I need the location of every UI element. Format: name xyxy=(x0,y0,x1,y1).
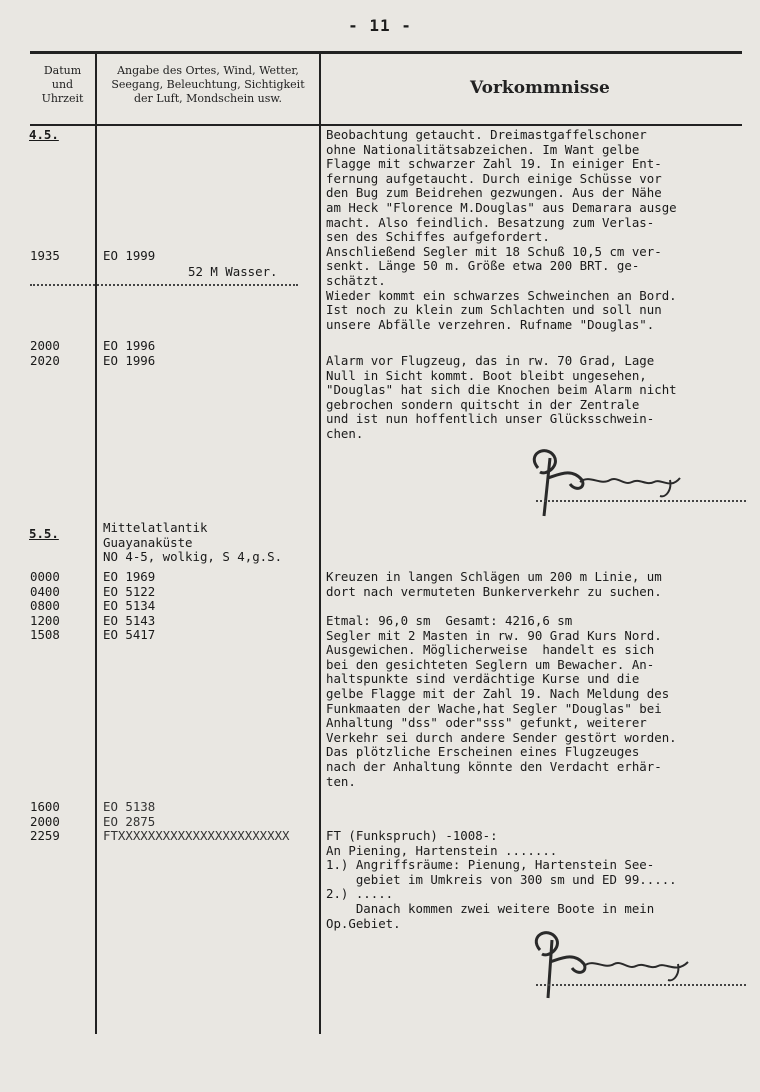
column-divider-1 xyxy=(95,54,97,1034)
positions-2000-2020: EO 1996 EO 1996 xyxy=(103,338,156,368)
signature-1 xyxy=(520,438,700,518)
time-1935: 1935 xyxy=(30,248,60,263)
times-2000-2020: 2000 2020 xyxy=(30,338,60,368)
dotted-separator xyxy=(536,984,746,986)
location-weather-5-5: Mittelatlantik Guayanaküste NO 4-5, wolkig, S 4,g.S. xyxy=(103,520,283,565)
header-date-time: Datum und Uhrzeit xyxy=(41,64,84,105)
table-top-rule xyxy=(30,51,742,54)
header-location-weather: Angabe des Ortes, Wind, Wetter, Seegang, Beleuchtung, Sichtigkeit der Luft, Mondschein usw. xyxy=(111,64,305,105)
times-5-5: 0000 0400 0800 1200 1508 xyxy=(30,569,60,643)
page-number: - 11 - xyxy=(348,16,412,35)
dotted-separator xyxy=(536,500,746,502)
position-1935: EO 1999 xyxy=(103,248,156,263)
header-bottom-rule xyxy=(30,124,742,126)
event-sinking-schooner: Beobachtung getaucht. Dreimastgaffelschoner ohne Nationalitätsabzeichen. Im Want gelbe Flagge mit schwarzer Zahl 19. In einiger Ent- fernung aufgetaucht. Durch einige Schüsse vor den Bug zum Beidrehen gezwungen. Aus der Nähe am Heck "Florence M.Douglas" aus Demarara ausge macht. Also feindlich. Besatzung zum Verlas- sen des Schiffes aufgefordert. Anschließend Segler mit 18 Schuß 10,5 cm ver- senkt. Länge 50 m. Größe etwa 200 BRT. ge- schätzt. Wieder kommt ein schwarzes Schweinchen an Bord. Ist noch zu klein zum Schlachten und soll nun unsere Abfälle verzehren. Rufname "Douglas". xyxy=(326,127,677,332)
date-4-5: 4.5. xyxy=(29,127,59,142)
positions-evening: EO 5138 EO 2875 FTXXXXXXXXXXXXXXXXXXXXXXX xyxy=(103,799,290,844)
column-divider-2 xyxy=(319,54,321,1034)
event-cruising: Kreuzen in langen Schlägen um 200 m Linie, um dort nach vermuteten Bunkerverkehr zu suchen. xyxy=(326,569,662,599)
times-evening: 1600 2000 2259 xyxy=(30,799,60,844)
signature-2 xyxy=(520,922,710,1002)
event-sailer-two-masts: Etmal: 96,0 sm Gesamt: 4216,6 sm Segler mit 2 Masten in rw. 90 Grad Kurs Nord. Ausgewichen. Möglicherweise handelt es sich bei den gesichteten Seglern um Bewacher. An- haltspunkte sind verdächtige Kurse und die gelbe Flagge mit der Zahl 19. Nach Meldung des Funkmaaten der Wache,hat Segler "Douglas" bei Anhaltung "dss" oder"sss" gefunkt, weiterer Verkehr sei durch andere Sender gestört worden. Das plötzliche Erscheinen eines Flugzeuges nach der Anhaltung könnte den Verdacht erhär- ten. xyxy=(326,613,677,789)
header-events: Vorkommnisse xyxy=(470,78,610,98)
water-depth: 52 M Wasser. xyxy=(188,264,278,279)
event-aircraft-alarm: Alarm vor Flugzeug, das in rw. 70 Grad, Lage Null in Sicht kommt. Boot bleibt ungesehen, "Douglas" hat sich die Knochen beim Alarm nicht gebrochen sondern quitscht in der Zentrale und ist nun hoffentlich unser Glücksschwein- chen. xyxy=(326,353,677,441)
dotted-separator xyxy=(30,284,298,286)
event-radio-message: FT (Funkspruch) -1008-: An Piening, Hartenstein ....... 1.) Angriffsräume: Pienung, Hartenstein See- gebiet im Umkreis von 300 sm und ED 99..... 2.) ..... Danach kommen zwei weitere Boote in mein Op.Gebiet. xyxy=(326,828,677,931)
positions-5-5: EO 1969 EO 5122 EO 5134 EO 5143 EO 5417 xyxy=(103,569,156,643)
date-5-5: 5.5. xyxy=(29,526,59,541)
